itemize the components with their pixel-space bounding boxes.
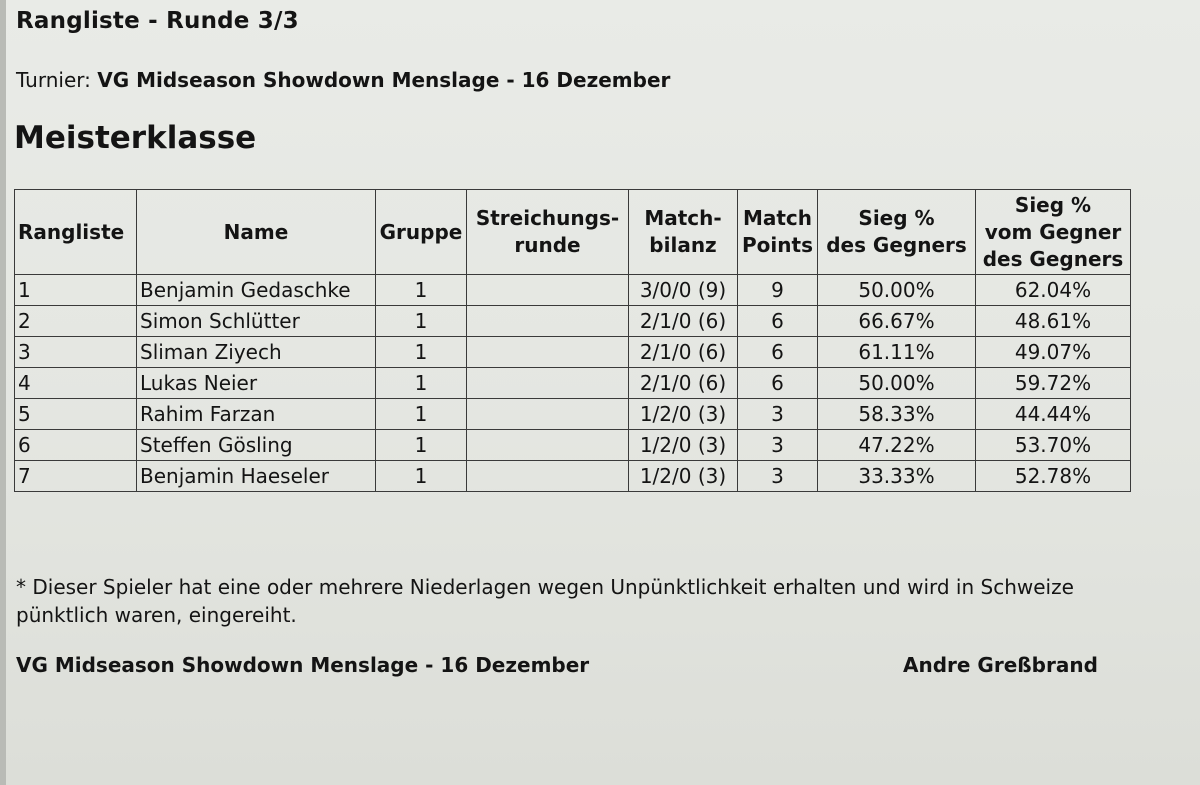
cell-opp-opp-win-pct: 44.44% (976, 399, 1131, 430)
cell-opp-win-pct: 50.00% (818, 368, 976, 399)
column-header-opp-opp-win-pct: Sieg % vom Gegner des Gegners (976, 190, 1131, 275)
cell-group: 1 (376, 275, 467, 306)
cell-drop-round (467, 399, 629, 430)
cell-match-points: 6 (738, 368, 818, 399)
cell-rank: 4 (15, 368, 137, 399)
cell-rank: 2 (15, 306, 137, 337)
cell-name: Lukas Neier (137, 368, 376, 399)
cell-match-record: 2/1/0 (6) (629, 306, 738, 337)
cell-drop-round (467, 461, 629, 492)
cell-opp-opp-win-pct: 62.04% (976, 275, 1131, 306)
table-row (15, 430, 1131, 461)
cell-drop-round (467, 368, 629, 399)
column-header-rank: Rangliste (15, 190, 137, 275)
cell-match-points: 6 (738, 306, 818, 337)
table-row (15, 337, 1131, 368)
cell-opp-win-pct: 33.33% (818, 461, 976, 492)
cell-opp-opp-win-pct: 49.07% (976, 337, 1131, 368)
cell-group: 1 (376, 461, 467, 492)
cell-match-record: 1/2/0 (3) (629, 399, 738, 430)
cell-match-record: 3/0/0 (9) (629, 275, 738, 306)
cell-name: Simon Schlütter (137, 306, 376, 337)
cell-match-record: 1/2/0 (3) (629, 430, 738, 461)
tournament-label: Turnier: (16, 68, 91, 92)
cell-match-points: 3 (738, 430, 818, 461)
table-row (15, 461, 1131, 492)
tournament-name: VG Midseason Showdown Menslage - 16 Dezember (97, 68, 671, 92)
standings-table (14, 189, 1131, 492)
cell-opp-opp-win-pct: 52.78% (976, 461, 1131, 492)
footer-tournament: VG Midseason Showdown Menslage - 16 Dezember (16, 653, 590, 677)
cell-group: 1 (376, 399, 467, 430)
footer-organizer: Andre Greßbrand (903, 653, 1098, 677)
cell-opp-opp-win-pct: 59.72% (976, 368, 1131, 399)
cell-drop-round (467, 306, 629, 337)
cell-name: Rahim Farzan (137, 399, 376, 430)
cell-rank: 3 (15, 337, 137, 368)
cell-opp-win-pct: 61.11% (818, 337, 976, 368)
table-row (15, 368, 1131, 399)
cell-drop-round (467, 430, 629, 461)
cell-rank: 7 (15, 461, 137, 492)
cell-opp-win-pct: 58.33% (818, 399, 976, 430)
cell-opp-win-pct: 50.00% (818, 275, 976, 306)
cell-opp-win-pct: 66.67% (818, 306, 976, 337)
column-header-match-record: Match- bilanz (629, 190, 738, 275)
cell-name: Benjamin Haeseler (137, 461, 376, 492)
cell-match-record: 2/1/0 (6) (629, 337, 738, 368)
table-header-row (15, 190, 1131, 275)
cell-drop-round (467, 337, 629, 368)
page-left-edge (0, 0, 6, 785)
cell-match-points: 3 (738, 461, 818, 492)
cell-match-points: 9 (738, 275, 818, 306)
column-header-match-points: Match Points (738, 190, 818, 275)
table-row (15, 399, 1131, 430)
column-header-name: Name (137, 190, 376, 275)
cell-name: Steffen Gösling (137, 430, 376, 461)
cell-group: 1 (376, 368, 467, 399)
cell-group: 1 (376, 306, 467, 337)
cell-group: 1 (376, 337, 467, 368)
cell-name: Sliman Ziyech (137, 337, 376, 368)
column-header-drop-round: Streichungs- runde (467, 190, 629, 275)
cell-group: 1 (376, 430, 467, 461)
cell-match-points: 6 (738, 337, 818, 368)
table-row (15, 306, 1131, 337)
cell-match-record: 2/1/0 (6) (629, 368, 738, 399)
footnote: * Dieser Spieler hat eine oder mehrere Niederlagen wegen Unpünktlichkeit erhalten und wird in Schweize pünktlich waren, eingereiht. (16, 575, 1074, 627)
cell-name: Benjamin Gedaschke (137, 275, 376, 306)
table-body (15, 275, 1131, 492)
column-header-opp-win-pct: Sieg % des Gegners (818, 190, 976, 275)
cell-opp-opp-win-pct: 53.70% (976, 430, 1131, 461)
table-row (15, 275, 1131, 306)
cell-opp-win-pct: 47.22% (818, 430, 976, 461)
division-heading: Meisterklasse (14, 120, 257, 156)
cell-match-points: 3 (738, 399, 818, 430)
cell-rank: 5 (15, 399, 137, 430)
cell-rank: 1 (15, 275, 137, 306)
page-title: Rangliste - Runde 3/3 (16, 8, 299, 34)
cell-opp-opp-win-pct: 48.61% (976, 306, 1131, 337)
column-header-group: Gruppe (376, 190, 467, 275)
cell-drop-round (467, 275, 629, 306)
cell-match-record: 1/2/0 (3) (629, 461, 738, 492)
cell-rank: 6 (15, 430, 137, 461)
tournament-line (16, 68, 670, 92)
